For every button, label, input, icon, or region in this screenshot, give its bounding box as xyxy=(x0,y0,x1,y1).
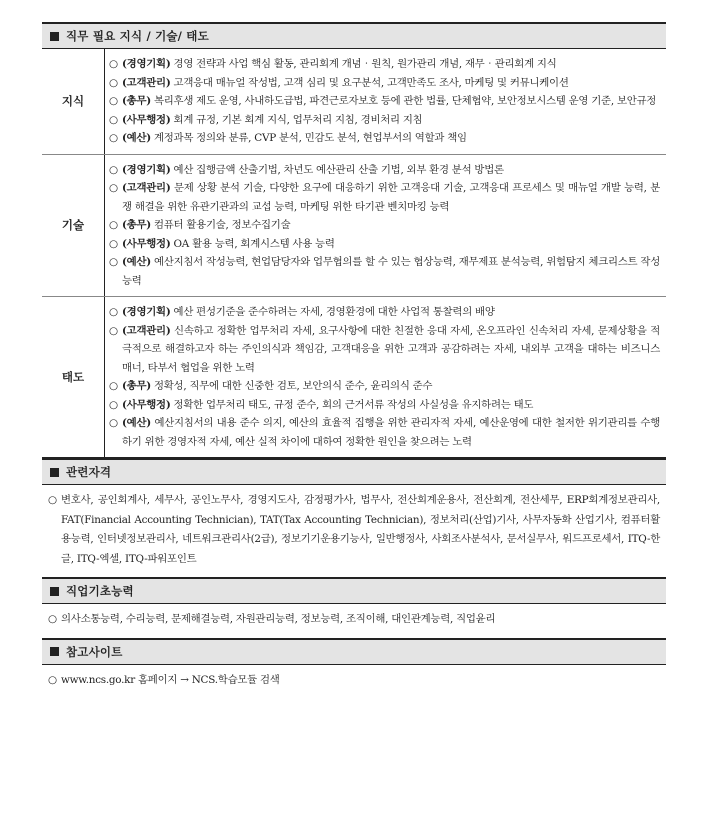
section-title: 직무 필요 지식 / 기술/ 태도 xyxy=(66,29,209,43)
item-text: 컴퓨터 활용기술, 정보수집기술 xyxy=(150,219,291,231)
reference-sites-text: www.ncs.go.kr 홈페이지 → NCS.학습모듈 검색 xyxy=(61,673,280,686)
circle-bullet-icon: ○ xyxy=(109,324,118,337)
list-item xyxy=(109,179,660,216)
circle-bullet-icon: ○ xyxy=(48,494,57,506)
knowledge-section-heading xyxy=(42,22,666,49)
category-label: (예산) xyxy=(122,417,151,429)
item-text: 경영 전략과 사업 핵심 활동, 관리회계 개념‧원칙, 원가관리 개념, 재무‧관리회계 지식 xyxy=(170,58,557,70)
reference-sites-section-heading xyxy=(42,638,666,665)
item-text: OA 활용 능력, 회계시스템 사용 능력 xyxy=(170,237,335,250)
circle-bullet-icon: ○ xyxy=(109,76,118,89)
circle-bullet-icon: ○ xyxy=(109,417,118,429)
circle-bullet-icon: ○ xyxy=(109,306,118,318)
row-content xyxy=(105,49,666,154)
item-text: 고객응대 매뉴얼 작성법, 고객 심리 및 요구분석, 고객만족도 조사, 마케팅 및 커뮤니케이션 xyxy=(170,76,569,89)
category-label: (경영기획) xyxy=(122,163,171,176)
square-bullet-icon xyxy=(50,32,59,41)
list-item xyxy=(109,396,660,415)
list-item xyxy=(109,92,660,111)
category-label: (경영기획) xyxy=(122,306,171,318)
circle-bullet-icon: ○ xyxy=(109,113,118,126)
item-text: 정확한 업무처리 태도, 규정 준수, 회의 근거서류 작성의 사실성을 유지하려는 태도 xyxy=(170,398,534,411)
knowledge-skills-attitude-table xyxy=(42,49,666,458)
item-text: 예산지침서 작성능력, 현업담당자와 업무협의를 할 수 있는 협상능력, 재무제표 분석능력, 위험탐지 체크리스트 작성 능력 xyxy=(122,256,660,287)
category-label: (고객관리) xyxy=(122,76,171,89)
circle-bullet-icon: ○ xyxy=(109,163,118,176)
circle-bullet-icon: ○ xyxy=(109,58,118,70)
category-label: (사무행정) xyxy=(122,398,171,411)
list-item xyxy=(109,74,660,93)
category-label: (고객관리) xyxy=(122,324,171,337)
list-item xyxy=(109,414,660,451)
row-label-attitude: 태도 xyxy=(42,297,105,457)
circle-bullet-icon: ○ xyxy=(109,237,118,250)
square-bullet-icon xyxy=(50,587,59,596)
basic-skills-body xyxy=(42,604,666,638)
category-label: (총무) xyxy=(122,95,151,107)
category-label: (사무행정) xyxy=(122,237,171,250)
category-label: (총무) xyxy=(122,380,151,392)
square-bullet-icon xyxy=(50,647,59,656)
list-item xyxy=(48,491,660,569)
item-text: 문제 상황 분석 기술, 다양한 요구에 대응하기 위한 고객응대 기술, 고객응대 프로세스 및 매뉴얼 개발 능력, 분쟁 해결을 위한 유관기관과의 교섭 능력, 마케팅 위한 타기관 벤치마킹 능력 xyxy=(122,182,660,213)
table-row xyxy=(42,154,666,297)
basic-skills-text: 의사소통능력, 수리능력, 문제해결능력, 자원관리능력, 정보능력, 조직이해, 대인관계능력, 직업윤리 xyxy=(61,613,496,625)
list-item xyxy=(109,129,660,148)
circle-bullet-icon: ○ xyxy=(109,256,118,268)
list-item xyxy=(109,303,660,322)
certifications-text: 변호사, 공인회계사, 세무사, 공인노무사, 경영지도사, 감정평가사, 법무사, 전산회계운용사, 전산회계, 전산세무, ERP회계정보관리사, FAT(Financial Accounting Technician), TAT(Tax Accounting Technician), 정보처리(산업)기사, 사무자동화 산업기사, 컴퓨터활용능력, 인터넷정보관리사, 네트워크관리사(2급), 정보기기운용기능사, 일반행정사, 사회조사분석사, 문서실무사, 워드프로세서, ITQ-한글, ITQ-엑셀, ITQ-파워포인트 xyxy=(61,494,660,565)
list-item xyxy=(109,253,660,290)
row-label-skills: 기술 xyxy=(42,155,105,297)
square-bullet-icon xyxy=(50,468,59,477)
item-text: 예산 편성기준을 준수하려는 자세, 경영환경에 대한 사업적 통찰력의 배양 xyxy=(170,306,495,318)
list-item xyxy=(109,55,660,74)
item-text: 복리후생 제도 운영, 사내하도급법, 파견근로자보호 등에 관한 법률, 단체협약, 보안정보시스템 운영 기준, 보안규정 xyxy=(150,95,657,107)
list-item xyxy=(109,216,660,235)
certifications-body xyxy=(42,485,666,577)
category-label: (경영기획) xyxy=(122,58,171,70)
section-title: 참고사이트 xyxy=(66,644,123,659)
row-label-knowledge: 지식 xyxy=(42,49,105,154)
circle-bullet-icon: ○ xyxy=(48,673,57,686)
list-item xyxy=(48,610,660,630)
item-text: 계정과목 정의와 분류, CVP 분석, 민감도 분석, 현업부서의 역할과 책임 xyxy=(150,132,467,144)
category-label: (총무) xyxy=(122,219,151,231)
row-content xyxy=(105,297,666,457)
certifications-section-heading xyxy=(42,458,666,485)
category-label: (고객관리) xyxy=(122,182,171,194)
list-item xyxy=(109,161,660,180)
section-title: 직업기초능력 xyxy=(66,584,134,598)
list-item xyxy=(109,235,660,254)
row-content xyxy=(105,155,666,297)
list-item xyxy=(109,322,660,378)
table-row xyxy=(42,49,666,154)
item-text: 신속하고 정확한 업무처리 자세, 요구사항에 대한 친절한 응대 자세, 온오프라인 신속처리 자세, 문제상황을 적극적으로 해결하고자 하는 주인의식과 책임감, 고객대응을 위한 고객과 공감하려는 자세, 내외부 고객을 대하는 비즈니스 매너, 타부서 협업을 위한 노력 xyxy=(122,324,660,374)
circle-bullet-icon: ○ xyxy=(109,95,118,107)
section-title: 관련자격 xyxy=(66,465,112,479)
circle-bullet-icon: ○ xyxy=(48,613,57,625)
item-text: 회계 규정, 기본 회계 지식, 업무처리 지침, 경비처리 지침 xyxy=(170,113,423,126)
category-label: (사무행정) xyxy=(122,113,171,126)
category-label: (예산) xyxy=(122,256,151,268)
table-row xyxy=(42,296,666,457)
list-item xyxy=(109,111,660,130)
item-text: 예산 집행금액 산출기법, 차년도 예산관리 산출 기법, 외부 환경 분석 방법론 xyxy=(170,163,504,176)
circle-bullet-icon: ○ xyxy=(109,182,118,194)
document-page xyxy=(42,22,666,698)
item-text: 예산지침서의 내용 준수 의지, 예산의 효율적 집행을 위한 관리자적 자세, 예산운영에 대한 철저한 위기관리를 수행하기 위한 경영자적 자세, 예산 실적 차이에 대하여 정확한 원인을 찾으려는 노력 xyxy=(122,417,660,448)
list-item xyxy=(109,377,660,396)
circle-bullet-icon: ○ xyxy=(109,398,118,411)
circle-bullet-icon: ○ xyxy=(109,219,118,231)
reference-sites-body xyxy=(42,665,666,699)
list-item xyxy=(48,671,660,691)
circle-bullet-icon: ○ xyxy=(109,132,118,144)
basic-skills-section-heading xyxy=(42,577,666,604)
category-label: (예산) xyxy=(122,132,151,144)
item-text: 정확성, 직무에 대한 신중한 검토, 보안의식 준수, 윤리의식 준수 xyxy=(150,380,433,392)
circle-bullet-icon: ○ xyxy=(109,380,118,392)
